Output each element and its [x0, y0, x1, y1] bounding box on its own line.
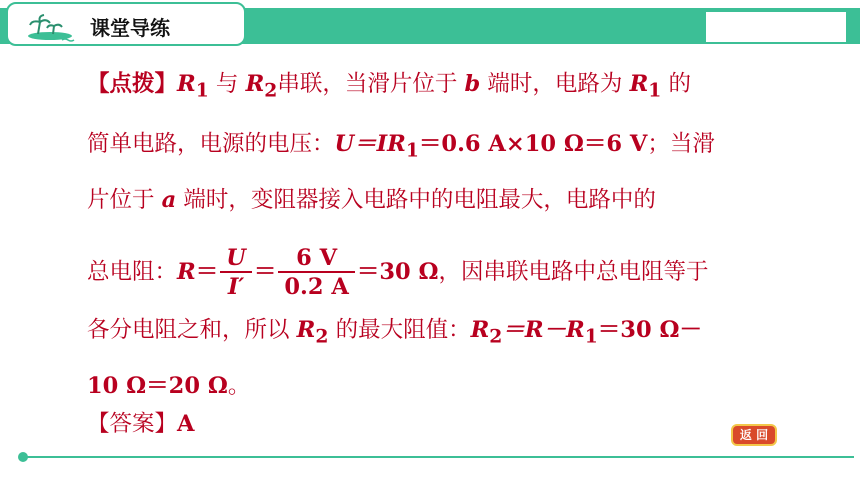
back-button[interactable]: 返 回 — [731, 424, 777, 446]
footer-divider — [22, 456, 854, 458]
fraction-6v-over-02a: $\frac{6 V}{0.2 A}$ — [278, 245, 354, 301]
header-bar — [0, 0, 860, 46]
section-title-tab — [6, 2, 246, 46]
page-title: 课堂导练 — [90, 16, 170, 40]
hint-line-6: 10 Ω＝20 Ω。 — [87, 373, 251, 399]
hint-label: 【点拨】 — [87, 71, 178, 97]
hint-line-4: 总电阻：R＝ $\frac{U}{I'}$ ＝ $\frac{6 V}{0.2 A}$ ＝30 Ω，因串联电路中总电阻等于 — [87, 245, 709, 300]
answer-line — [87, 404, 194, 444]
hint-line-1: 【点拨】$R_1$ 与 $R_2$串联，当滑片位于 b 端时，电路为 $R_1$ 的 — [87, 71, 691, 102]
footer-dot — [18, 452, 28, 462]
header-right-box — [706, 12, 846, 42]
hint-line-2: 简单电路，电源的电压：$U=IR_1=0.6$ A×10 Ω＝6 V；当滑 — [87, 131, 715, 162]
island-logo-icon — [20, 12, 80, 46]
hint-line-5: 各分电阻之和，所以 $R_2$ 的最大阻值：$R_2=R-R_1=30$ Ω－ — [87, 317, 702, 348]
answer-value: A — [177, 411, 195, 437]
answer-label: 【答案】 — [87, 411, 178, 437]
fraction-u-over-i: $\frac{U}{I'}$ — [220, 245, 252, 301]
hint-line-3: 片位于 a 端时，变阻器接入电路中的电阻最大，电路中的 — [87, 187, 656, 213]
